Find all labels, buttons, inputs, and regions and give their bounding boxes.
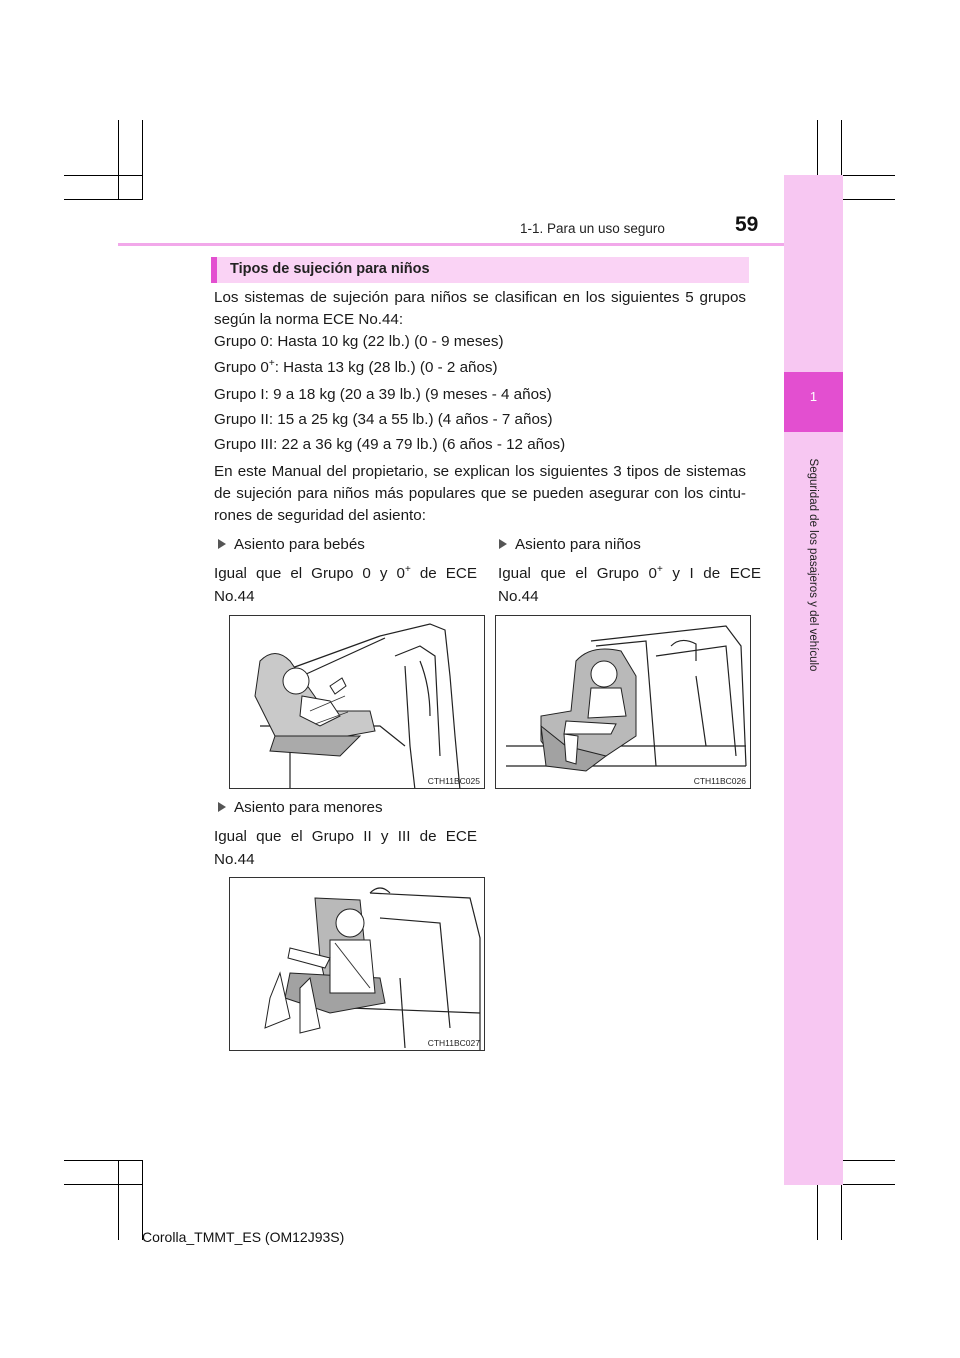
group-line: Grupo II: 15 a 25 kg (34 a 55 lb.) (4 años - 7 años) — [214, 411, 553, 428]
group-line: Grupo III: 22 a 36 kg (49 a 79 lb.) (6 años - 12 años) — [214, 436, 566, 453]
chapter-title: Seguridad de los pasajeros y del vehículo — [807, 458, 819, 672]
closing-paragraph: En este Manual del propietario, se explican los siguientes 3 tipos de sistemas de sujeción para niños más populares que se pueden asegurar con los cintu-rones de seguridad del asiento: — [214, 463, 746, 524]
figure-code: CTH11BC025 — [427, 776, 480, 786]
chapter-number: 1 — [809, 389, 818, 404]
item-heading-booster-seat: Asiento para menores — [216, 797, 383, 819]
figure-child-seat — [495, 615, 751, 789]
chapter-side-tab — [784, 175, 843, 1185]
section-reference: 1-1. Para un uso seguro — [520, 221, 665, 236]
section-title-bar — [211, 257, 749, 283]
child-seat-illustration — [496, 616, 751, 789]
triangle-bullet-icon — [218, 802, 226, 812]
item-desc-booster-seat: Igual que el Grupo II y III de ECE No.44 — [214, 828, 477, 868]
infant-seat-illustration — [230, 616, 485, 789]
group-line: Grupo 0+: Hasta 13 kg (28 lb.) (0 - 2 años) — [214, 357, 498, 376]
group-line: Grupo I: 9 a 18 kg (20 a 39 lb.) (9 meses - 4 años) — [214, 386, 552, 403]
intro-paragraph: Los sistemas de sujeción para niños se clasifican en los siguientes 5 grupos según la norma ECE No.44: — [214, 289, 746, 328]
booster-seat-illustration — [230, 878, 485, 1051]
triangle-bullet-icon — [499, 539, 507, 549]
item-desc-child-seat: Igual que el Grupo 0+ y I de ECE No.44 — [498, 563, 761, 605]
figure-code: CTH11BC026 — [693, 776, 746, 786]
header-rule — [118, 243, 784, 246]
page-number: 59 — [735, 213, 759, 236]
section-title: Tipos de sujeción para niños — [230, 261, 430, 277]
footer-doc-id: Corolla_TMMT_ES (OM12J93S) — [142, 1229, 345, 1245]
group-line: Grupo 0: Hasta 10 kg (22 lb.) (0 - 9 meses) — [214, 333, 504, 350]
item-heading-child-seat: Asiento para niños — [497, 534, 641, 556]
item-desc-infant-seat: Igual que el Grupo 0 y 0+ de ECE No.44 — [214, 563, 478, 605]
figure-code: CTH11BC027 — [427, 1038, 480, 1048]
figure-booster-seat — [229, 877, 485, 1051]
item-heading-infant-seat: Asiento para bebés — [216, 534, 365, 556]
triangle-bullet-icon — [218, 539, 226, 549]
figure-infant-seat — [229, 615, 485, 789]
